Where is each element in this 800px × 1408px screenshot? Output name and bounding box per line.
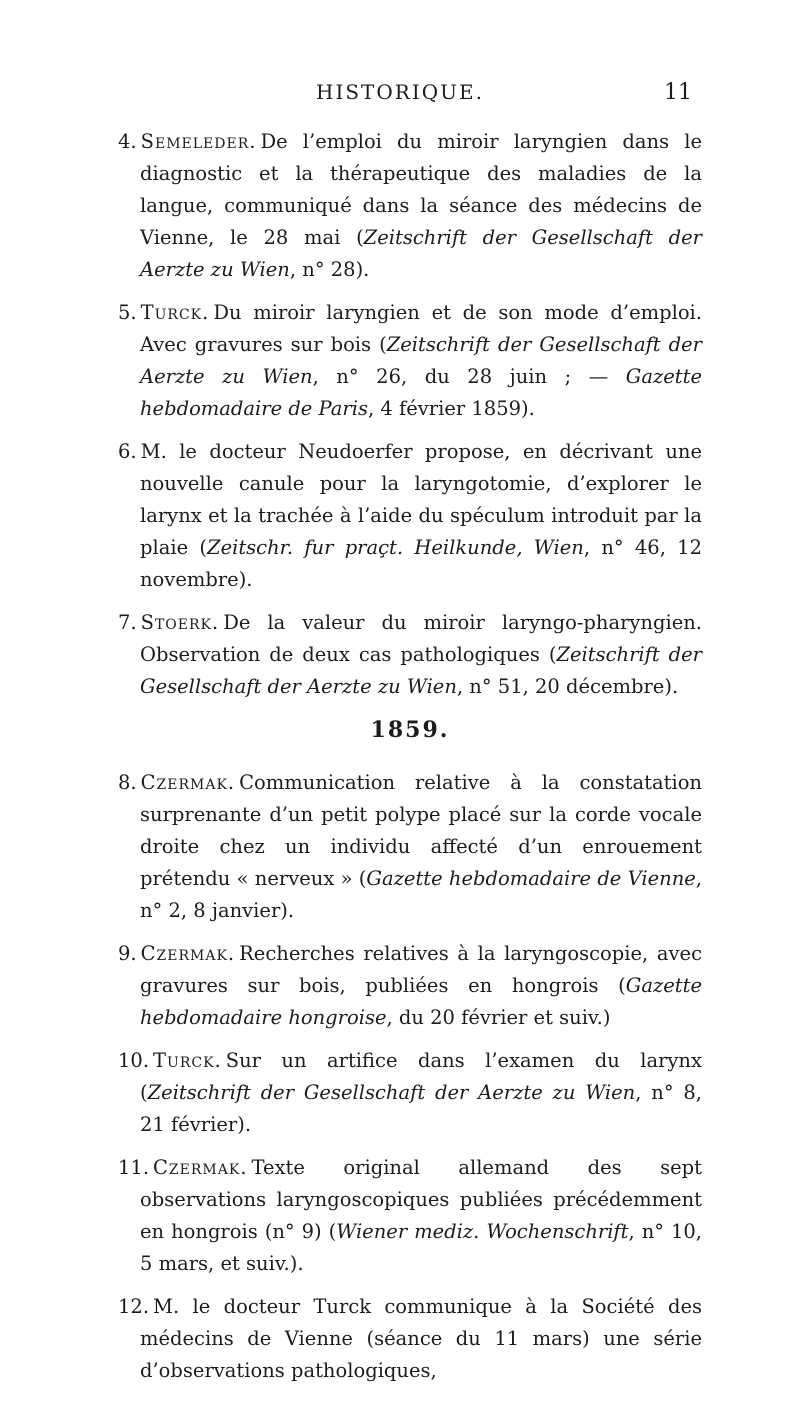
year-heading: 1859. [370, 717, 450, 743]
entry-author: Semeleder. [140, 130, 257, 153]
bibliography-entry [118, 436, 702, 596]
entry-author: Czermak. [153, 1156, 248, 1179]
entry-number: 10. [118, 1049, 150, 1072]
bibliography-entry [118, 1045, 702, 1141]
entry-text: M. le docteur Neudoerfer propose, en décrivant une nouvelle canule pour la laryngotomie, d’explorer le larynx et la trachée à l’aide du spéculum introduit par la plaie ( [140, 440, 702, 559]
entry-source: Wiener mediz. Wochenschrift [336, 1220, 629, 1243]
entry-author: Turck. [140, 301, 210, 324]
bibliography-entry [118, 767, 702, 927]
entry-number: 8. [118, 771, 137, 794]
entry-text: Communication relative à la constatation surprenante d’un petit polype placé sur la corde vocale droite chez un individu affecté d’un enrouement prétendu « nerveux » ( [140, 771, 702, 890]
entry-source: Zeitschrift der Gesellschaft der Aerzte zu Wien [140, 333, 702, 388]
entry-source: Zeitschrift der Gesellschaft der Aerzte zu Wien [140, 226, 702, 281]
bibliography-entry [118, 607, 702, 703]
entry-tail: , n° 51, 20 décembre). [456, 675, 679, 698]
entry-author: Stoerk. [140, 611, 220, 634]
bibliography-entry [118, 297, 702, 425]
entry-author: Czermak. [140, 771, 236, 794]
entry-text: Texte original allemand des sept observations laryngoscopiques publiées précédemment en hongrois (n° 9) ( [140, 1156, 702, 1243]
entry-text: Du miroir laryngien et de son mode d’emploi. Avec gravures sur bois ( [140, 301, 702, 356]
entry-text: Sur un artifice dans l’examen du larynx ( [140, 1049, 702, 1104]
entry-number: 12. [118, 1295, 150, 1318]
entry-text: Recherches relatives à la laryngoscopie, avec gravures sur bois, publiées en hongrois ( [140, 942, 702, 997]
entry-tail: , n° 2, 8 janvier). [140, 867, 702, 922]
entry-number: 4. [118, 130, 137, 153]
page-number: 11 [664, 80, 692, 105]
entry-source: Gazette hebdomadaire hongroise [140, 974, 702, 1029]
entry-number: 5. [118, 301, 137, 324]
running-head [0, 80, 800, 110]
entry-number: 9. [118, 942, 137, 965]
bibliography-list [118, 126, 702, 1398]
entry-text: M. le docteur Turck communique à la Société des médecins de Vienne (séance du 11 mars) une série d’observations pathologiques, [140, 1295, 702, 1382]
entry-number: 11. [118, 1156, 150, 1179]
entry-source-secondary: Gazette hebdomadaire de Paris [140, 365, 703, 420]
entry-source: Zeitschr. fur praçt. Heilkunde, Wien [207, 536, 584, 559]
bibliography-entry [118, 126, 702, 286]
bibliography-entry [118, 1152, 702, 1280]
entry-tail: , n° 8, 21 février). [140, 1081, 703, 1136]
bibliography-entry [118, 938, 702, 1034]
entry-source: Zeitschrift der Gesellschaft der Aerzte zu Wien [147, 1081, 636, 1104]
entry-text: De la valeur du miroir laryngo-pharyngien. Observation de deux cas pathologiques ( [140, 611, 702, 666]
entry-tail: , du 20 février et suiv.) [386, 1006, 611, 1029]
entry-tail: , n° 10, 5 mars, et suiv.). [140, 1220, 703, 1275]
entry-number: 7. [118, 611, 137, 634]
entry-tail-secondary: , 4 février 1859). [367, 397, 535, 420]
entry-author: Czermak. [140, 942, 236, 965]
entry-author: Turck. [153, 1049, 222, 1072]
entry-text: De l’emploi du miroir laryngien dans le diagnostic et la thérapeutique des maladies de la langue, communiqué dans la séance des médecins de Vienne, le 28 mai ( [140, 130, 702, 249]
entry-tail: , n° 28). [289, 258, 370, 281]
entry-tail: , n° 26, du 28 juin ; — [312, 365, 626, 388]
entry-tail: , n° 46, 12 novembre). [140, 536, 702, 591]
running-title: HISTORIQUE. [316, 80, 484, 104]
entry-number: 6. [118, 440, 137, 463]
bibliography-entry [118, 1291, 702, 1387]
entry-source: Zeitschrift der Gesellschaft der Aerzte zu Wien [140, 643, 702, 698]
entry-source: Gazette hebdomadaire de Vienne [366, 867, 696, 890]
